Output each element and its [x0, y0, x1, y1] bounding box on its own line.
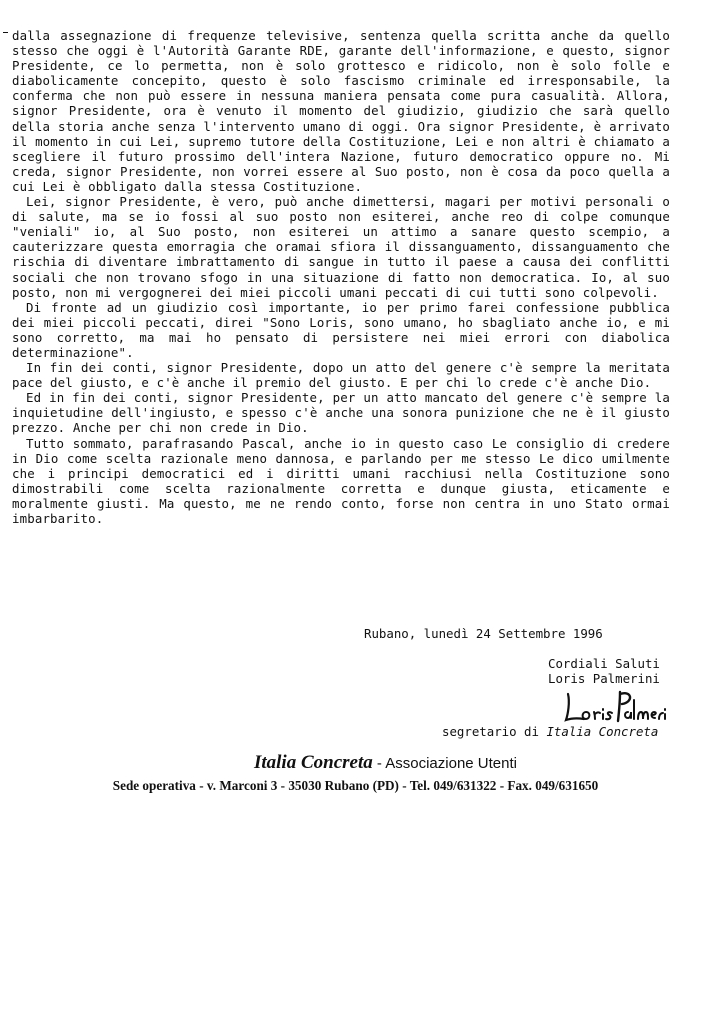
- paragraph: Lei, signor Presidente, è vero, può anche dimettersi, magari per motivi personali o di salute, ma se io fossi al suo posto non esiterei, anche reo di colpe comunque "veniali" io, al Suo posto, non esiterei un attimo a sanare questo scempio, a cauterizzare questa emorragia che oramai sfiora il dissanguamento, dissanguamento che rischia di diventare imbrattamento di sangue in tutto il paese a causa dei conflitti sociali che non trovano sfogo in una situazione di fatto non democratica. Io, al suo posto, non mi vergognerei dei miei piccoli umani peccati di cui tutti sono colpevoli.: [12, 194, 670, 300]
- secretary-org: Italia Concreta: [546, 724, 659, 739]
- paragraph: Di fronte ad un giudizio così importante, io per primo farei confessione pubblica dei miei piccoli peccati, direi "Sono Loris, sono umano, ho sbagliato anche io, e mi sono corretto, ma mai ho pensato di persistere nei miei errori con diabolica determinazione".: [12, 299, 670, 360]
- signer-name: Loris Palmerini: [548, 671, 660, 686]
- org-address: Sede operativa - v. Marconi 3 - 35030 Rubano (PD) - Tel. 049/631322 - Fax. 049/631650: [112, 778, 599, 793]
- letterhead-footer: [0, 752, 711, 794]
- paragraph: Ed in fin dei conti, signor Presidente, per un atto mancato del genere c'è sempre la inquietudine dell'ingiusto, e spesso c'è anche una sonora punizione che ne è il giusto prezzo. Anche per chi non crede in Dio.: [12, 390, 670, 436]
- margin-mark: [3, 32, 8, 33]
- paragraph: In fin dei conti, signor Presidente, dopo un atto del genere c'è sempre la meritata pace del giusto, e c'è anche il premio del giusto. E per chi lo crede c'è anche Dio.: [12, 360, 670, 391]
- secretary-line: [442, 724, 658, 739]
- salutation: Cordiali Saluti: [548, 656, 660, 671]
- date-line: Rubano, lunedì 24 Settembre 1996: [364, 626, 603, 641]
- letter-body: [12, 28, 670, 526]
- paragraph: Tutto sommato, parafrasando Pascal, anche io in questo caso Le consiglio di credere in Dio come scelta razionale meno dannosa, e parlando per me stesso Le dico umilmente che i principi democratici ed i diritti umani racchiusi nella Costituzione sono dimostrabili come scelta razionalmente corretta e dunque giusta, eticamente e moralmente giusti. Ma questo, me ne rendo conto, forse non centra in uno Stato ormai imbarbarito.: [12, 435, 670, 526]
- org-name: Italia Concreta: [253, 752, 373, 773]
- org-title: [60, 752, 711, 774]
- salutation-block: [548, 656, 660, 686]
- org-subtitle: - Associazione Utenti: [372, 755, 517, 772]
- handwritten-signature: [562, 688, 672, 728]
- secretary-prefix: segretario di: [442, 724, 539, 739]
- paragraph: dalla assegnazione di frequenze televisive, sentenza quella scritta anche da quello stesso che oggi è l'Autorità Garante RDE, garante dell'informazione, e questo, signor Presidente, ce lo permetta, non è solo grottesco e ridicolo, non è solo folle e diabolicamente concepito, questo è solo fascismo criminale ed irresponsabile, la conferma che non può essere in nessuna maniera pensata come pura casualità. Allora, signor Presidente, ora è venuto il momento del giudizio, giudizio che sarà quello della storia anche senza l'intervento umano di oggi. Ora signor Presidente, è arrivato il momento in cui Lei, supremo tutore della Costituzione, Lei e non altri è chiamato a scegliere il futuro prossimo dell'intera Nazione, futuro democratico oppure no. Mi creda, signor Presidente, non vorrei essere al Suo posto, non è cosa da poco quella a cui Lei è obbligato dalla stessa Costituzione.: [12, 28, 670, 194]
